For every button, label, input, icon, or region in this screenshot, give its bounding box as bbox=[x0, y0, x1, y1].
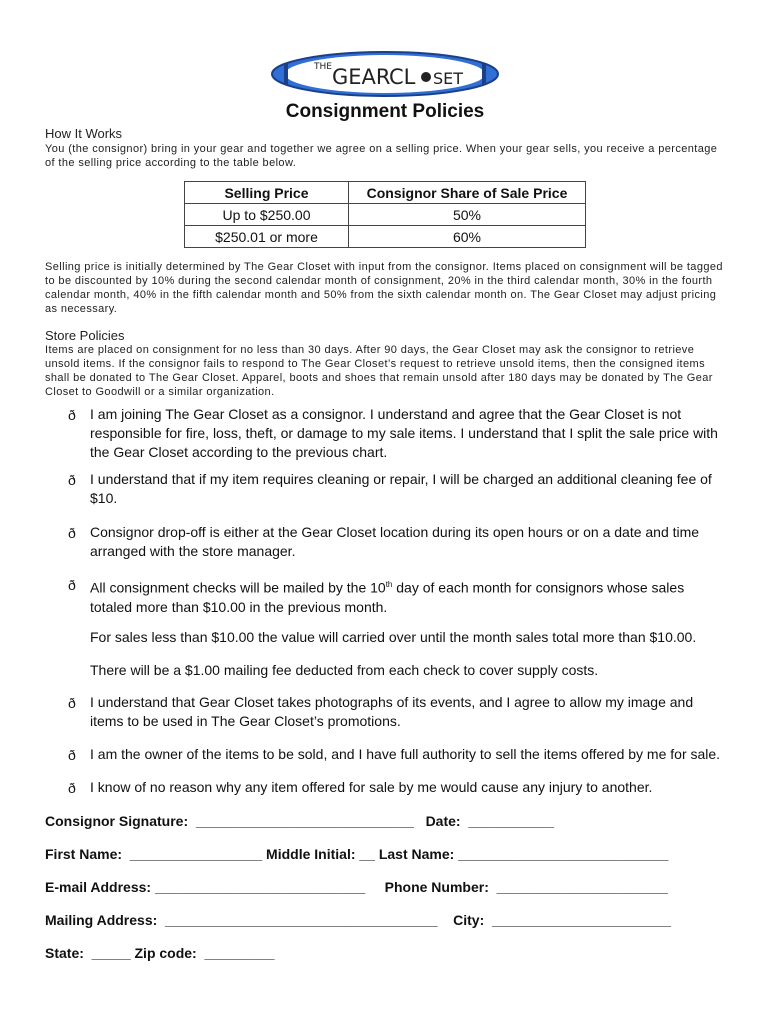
pricing-paragraph: Selling price is initially determined by The Gear Closet with input from the consignor. Items placed on consignment will be tagged to be discounted by 10% during the second calendar month of consignment, 20% in the third calendar month, 30% in the fourth calendar month, 40% in the fifth calendar month and 50% from the sixth calendar month on. The Gear Closet may adjust pricing as necessary. bbox=[45, 261, 723, 315]
mailing-city-line[interactable]: Mailing Address: ___________________________________ City: _______________________ bbox=[45, 912, 672, 928]
state-zip-line[interactable]: State: _____ Zip code: _________ bbox=[45, 945, 275, 961]
checks-note-carryover: For sales less than $10.00 the value will carried over until the month sales total more than $10.00. bbox=[90, 629, 697, 645]
bullet-icon: ð bbox=[68, 747, 76, 763]
table-cell: $250.01 or more bbox=[185, 226, 349, 248]
how-it-works-heading: How It Works bbox=[45, 126, 123, 141]
logo-gear: GEAR bbox=[332, 65, 391, 89]
table-row bbox=[185, 204, 586, 226]
table-cell: 60% bbox=[349, 226, 586, 248]
table-header: Consignor Share of Sale Price bbox=[349, 182, 586, 204]
list-item: I am joining The Gear Closet as a consignor. I understand and agree that the Gear Closet is not responsible for fire, loss, theft, or damage to my sale items. I understand that I split the sale price with the Gear Closet according to the previous chart. bbox=[90, 406, 718, 460]
signature-date-line[interactable]: Consignor Signature: ____________________________ Date: ___________ bbox=[45, 813, 555, 829]
store-policies-heading: Store Policies bbox=[45, 328, 125, 343]
how-it-works-text: You (the consignor) bring in your gear and together we agree on a selling price. When your gear sells, you receive a percentage of the selling price according to the table below. bbox=[45, 143, 718, 169]
checks-note-mailing-fee: There will be a $1.00 mailing fee deducted from each check to cover supply costs. bbox=[90, 662, 599, 678]
list-item: I understand that if my item requires cleaning or repair, I will be charged an additional cleaning fee of $10. bbox=[90, 471, 712, 506]
bullet-icon: ð bbox=[68, 577, 76, 593]
list-item: I know of no reason why any item offered for sale by me would cause any injury to another. bbox=[90, 779, 653, 795]
bullet-icon: ð bbox=[68, 525, 76, 541]
list-item: I understand that Gear Closet takes photographs of its events, and I agree to allow my image and items to be used in The Gear Closet’s promotions. bbox=[90, 694, 694, 729]
gear-closet-logo bbox=[270, 50, 500, 98]
list-item: I am the owner of the items to be sold, and I have full authority to sell the items offered by me for sale. bbox=[90, 746, 721, 762]
page-title: Consignment Policies bbox=[285, 101, 485, 122]
table-cell: Up to $250.00 bbox=[185, 204, 349, 226]
bullet-icon: ð bbox=[68, 472, 76, 488]
logo-set: SET bbox=[433, 69, 464, 88]
bullet-icon: ð bbox=[68, 407, 76, 423]
list-item-checks bbox=[90, 575, 727, 617]
list-item: Consignor drop-off is either at the Gear Closet location during its open hours or on a date and time arranged with the store manager. bbox=[90, 524, 700, 559]
name-fields-line[interactable]: First Name: _________________ Middle Initial: __ Last Name: ___________________________ bbox=[45, 846, 669, 862]
checks-superscript: th bbox=[385, 580, 393, 589]
consignor-share-table bbox=[184, 181, 586, 248]
checks-text-start: All consignment checks will be mailed by the 10 bbox=[90, 579, 386, 596]
bullet-icon: ð bbox=[68, 695, 76, 711]
store-policies-text: Items are placed on consignment for no less than 30 days. After 90 days, the Gear Closet may ask the consignor to retrieve unsold items. If the consignor fails to respond to The Gear Closet’s request to retrieve unsold items, then the consigned items shall be donated to The Gear Closet. Apparel, boots and shoes that remain unsold after 180 days may be donated by The Gear Closet to Goodwill or a similar organization. bbox=[45, 344, 713, 398]
checks-text-end: day of each month for consignors whose sales totaled more than $10.00 in the previous month. bbox=[90, 579, 685, 615]
email-phone-line[interactable]: E-mail Address: ___________________________ Phone Number: ______________________ bbox=[45, 879, 668, 895]
table-header: Selling Price bbox=[185, 182, 349, 204]
logo-cl: CL bbox=[389, 65, 416, 89]
table-row bbox=[185, 226, 586, 248]
logo-prefix: THE bbox=[314, 62, 332, 72]
table-cell: 50% bbox=[349, 204, 586, 226]
bullet-icon: ð bbox=[68, 780, 76, 796]
